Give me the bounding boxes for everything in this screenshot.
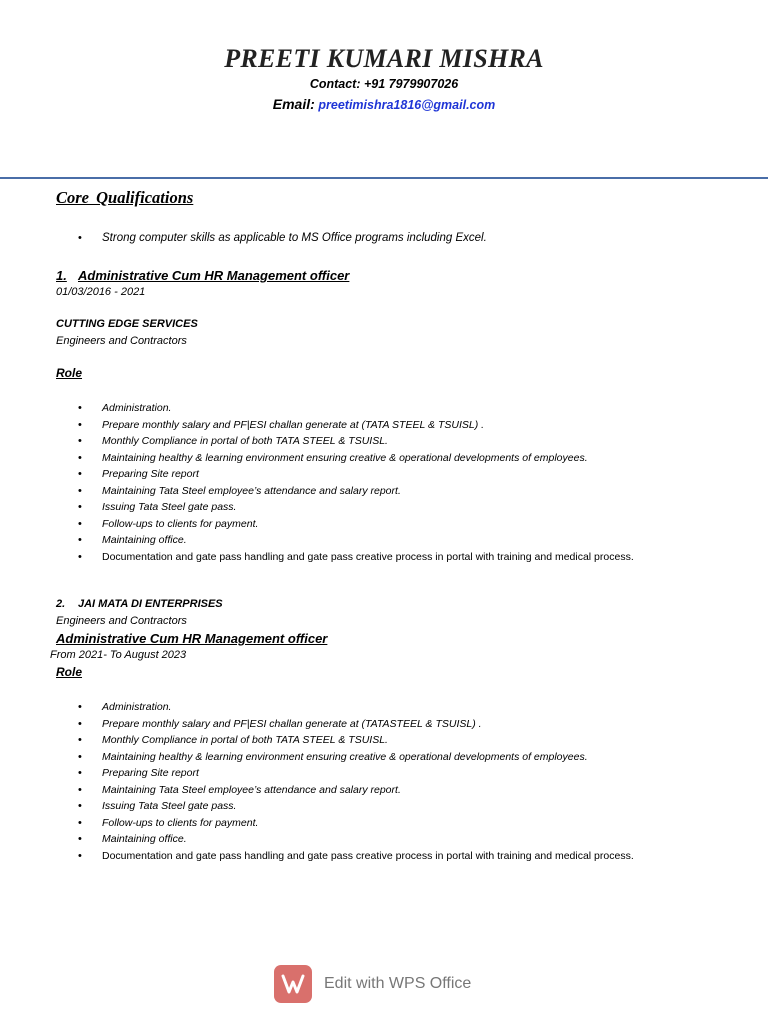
resume-name: PREETI KUMARI MISHRA (224, 44, 544, 73)
list-item: • Maintaining Tata Steel employee’s attendance and salary report. (56, 483, 662, 500)
list-item: • Documentation and gate pass handling and gate pass creative process in portal with training and medical process. (56, 848, 662, 865)
job2-number: 2. (56, 598, 66, 610)
list-item: • Maintaining healthy & learning environment ensuring creative & operational developments of employees. (56, 749, 662, 766)
wps-office-logo-icon (274, 965, 312, 1003)
list-item: • Strong computer skills as applicable to MS Office programs including Excel. (56, 230, 662, 247)
list-item: • Documentation and gate pass handling and gate pass creative process in portal with training and medical process. (56, 549, 662, 566)
list-item: • Preparing Site report (56, 466, 662, 483)
job2-company-desc: Engineers and Contractors (56, 615, 187, 627)
job1-role-label: Role (56, 366, 83, 380)
email-line (0, 96, 768, 112)
job1-company: CUTTING EDGE SERVICES (56, 318, 198, 330)
list-item: • Administration. (56, 699, 662, 716)
list-item: • Maintaining Tata Steel employee’s attendance and salary report. (56, 782, 662, 799)
job1-title: Administrative Cum HR Management officer (78, 268, 350, 283)
job2-company: JAI MATA DI ENTERPRISES (78, 598, 223, 610)
job1-dates: 01/03/2016 - 2021 (56, 286, 146, 298)
list-item: • Issuing Tata Steel gate pass. (56, 499, 662, 516)
list-item: • Issuing Tata Steel gate pass. (56, 798, 662, 815)
contact-phone: Contact: +91 7979907026 (309, 77, 459, 91)
job2-dates: From 2021- To August 2023 (50, 649, 187, 661)
core-qualifications-list (56, 230, 662, 247)
job2-heading (56, 598, 223, 610)
job1-heading (56, 267, 349, 285)
job1-number: 1. (56, 268, 67, 283)
list-item: • Monthly Compliance in portal of both TATA STEEL & TSUISL. (56, 732, 662, 749)
list-item: • Follow-ups to clients for payment. (56, 815, 662, 832)
list-item: • Maintaining office. (56, 532, 662, 549)
core-qualifications-heading: Core Qualifications (56, 188, 194, 207)
edit-with-wps-button[interactable] (274, 965, 471, 1003)
list-item: • Follow-ups to clients for payment. (56, 516, 662, 533)
list-item: • Maintaining healthy & learning environment ensuring creative & operational developments of employees. (56, 450, 662, 467)
job1-company-desc: Engineers and Contractors (56, 335, 187, 347)
list-item: • Preparing Site report (56, 765, 662, 782)
header-divider (0, 177, 768, 179)
email-label: Email: (272, 96, 315, 112)
job1-role-list (56, 400, 662, 565)
list-item: • Administration. (56, 400, 662, 417)
job2-role-list (56, 699, 662, 864)
email-link[interactable]: preetimishra1816@gmail.com (318, 98, 496, 112)
job2-role-label: Role (56, 665, 83, 679)
job2-title: Administrative Cum HR Management officer (56, 631, 328, 646)
list-item: • Prepare monthly salary and PF|ESI challan generate at (TATA STEEL & TSUISL) . (56, 417, 662, 434)
list-item: • Monthly Compliance in portal of both TATA STEEL & TSUISL. (56, 433, 662, 450)
wps-label: Edit with WPS Office (324, 975, 472, 992)
list-item: • Prepare monthly salary and PF|ESI challan generate at (TATASTEEL & TSUISL) . (56, 716, 662, 733)
list-item: • Maintaining office. (56, 831, 662, 848)
